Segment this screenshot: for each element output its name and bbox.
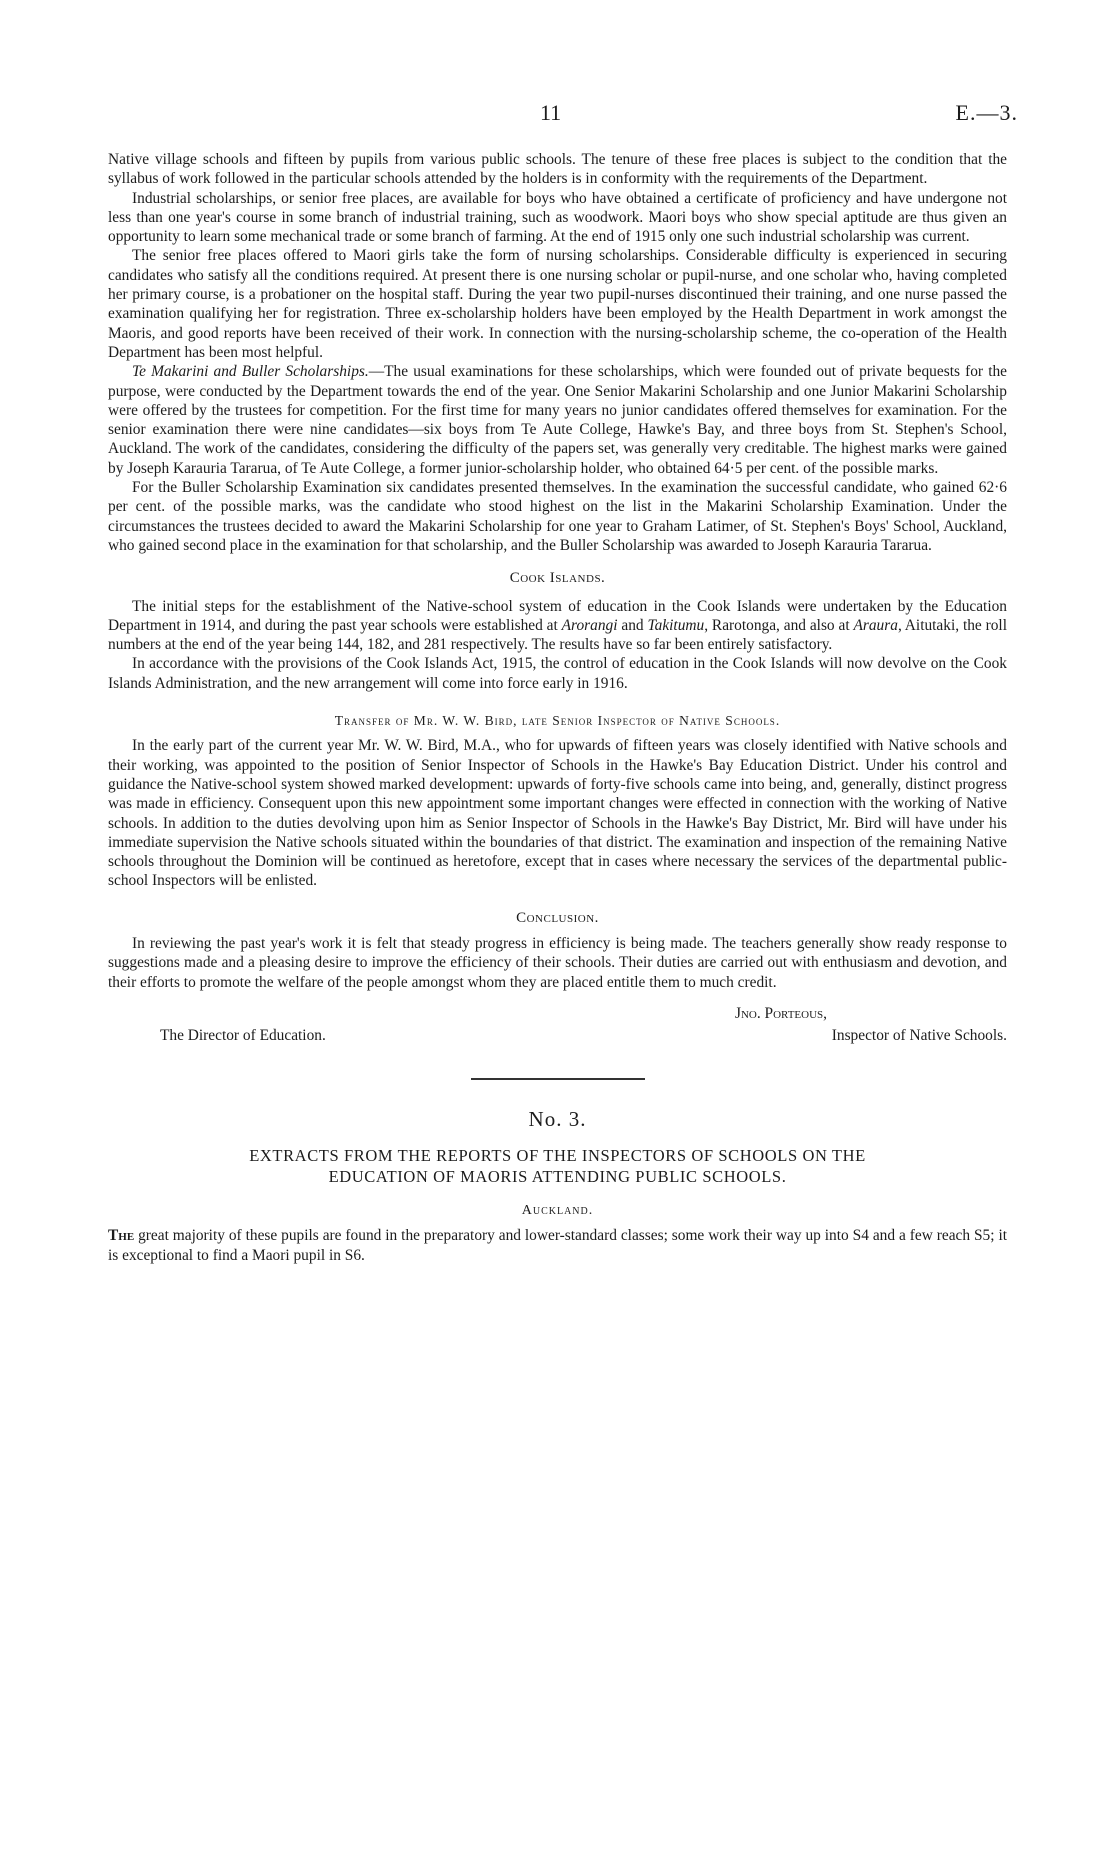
- extracts-title-line-1: EXTRACTS FROM THE REPORTS OF THE INSPECTORS OF SCHOOLS ON THE: [249, 1146, 866, 1166]
- document-reference: E.—3.: [955, 100, 1018, 125]
- lead-word: The: [108, 1227, 135, 1245]
- cook-text-c: , Rarotonga, and also at: [704, 616, 854, 634]
- paragraph-nursing-scholarships: The senior free places offered to Maori girls take the form of nursing scholarships. Considerable difficulty is experienced in securing candidates who satisfy all the conditions required. At present there is one nursing scholar or pupil-nurse, and one scholar who, having completed her primary course, is a probationer on the hospital staff. During the year two pupil-nurses discontinued their training, and one nurse passed the examination qualifying her for registration. Three ex-scholarship holders have been employed by the Health Department in work amongst the Maoris, and good reports have been received of their work. In connection with the nursing-scholarship scheme, the co-operation of the Health Department has been most helpful.: [108, 247, 1007, 361]
- paragraph-cook-islands-schools: [108, 597, 1007, 655]
- extracts-title-line-2: EDUCATION OF MAORIS ATTENDING PUBLIC SCHOOLS.: [328, 1167, 787, 1187]
- heading-cook-islands: Cook Islands.: [509, 570, 606, 587]
- paragraph-makarini-buller: [108, 362, 1007, 478]
- paragraph-conclusion: In reviewing the past year's work it is felt that steady progress in efficiency is being made. The teachers generally show ready response to suggestions made and a pleasing desire to improve the efficiency of their schools. Their duties are carried out with enthusiasm and devotion, and their efforts to promote the welfare of the people amongst whom they are placed entitle them to much credit.: [108, 934, 1007, 991]
- paragraph-industrial-scholarships: Industrial scholarships, or senior free places, are available for boys who have obtained a certificate of proficiency and have undergone not less than one year's course in some branch of industrial training, such as woodwork. Maori boys who show special aptitude are thus given an opportunity to learn some mechanical trade or some branch of farming. At the end of 1915 only one such industrial scholarship was current.: [108, 189, 1007, 246]
- extracts-title: [108, 1145, 1007, 1187]
- place-takitumu: Takitumu: [647, 616, 705, 634]
- makarini-buller-title: Te Makarini and Buller Scholarships.: [132, 363, 369, 381]
- cook-text-d: , Aitutaki, the roll numbers at the end of the year being 144, 182, and 281 respectively. The results have so far been entirely satisfactory.: [108, 616, 1007, 654]
- page-number: 11: [540, 100, 562, 125]
- heading-auckland: Auckland.: [521, 1203, 594, 1219]
- auckland-text: great majority of these pupils are found in the preparatory and lower-standard classes; some work their way up into S4 and a few reach S5; it is exceptional to find a Maori pupil in S6.: [108, 1227, 1007, 1264]
- heading-transfer-bird: Transfer of Mr. W. W. Bird, late Senior Inspector of Native Schools.: [334, 713, 781, 729]
- paragraph-cook-islands-act: In accordance with the provisions of the Cook Islands Act, 1915, the control of education in the Cook Islands will now devolve on the Cook Islands Administration, and the new arrangement will come into force early in 1916.: [108, 655, 1007, 692]
- makarini-buller-text: —The usual examinations for these scholarships, which were founded out of private bequests for the purpose, were conducted by the Department towards the end of the year. One Senior Makarini Scholarship and one Junior Makarini Scholarship were offered by the trustees for competition. For the first time for many years no junior candidates offered themselves for examination. For the senior examination there were nine candidates—six boys from Te Aute College, Hawke's Bay, and three boys from St. Stephen's School, Auckland. The work of the candidates, considering the difficulty of the papers set, was generally very creditable. The highest marks were gained by Joseph Karauria Tararua, of Te Aute College, a former junior-scholarship holder, who obtained 64·5 per cent. of the possible marks.: [108, 363, 1007, 477]
- document-body: [108, 150, 1007, 1265]
- addressee: The Director of Education.: [160, 1026, 326, 1044]
- cook-text-a: The initial steps for the establishment of the Native-school system of education in the Cook Islands were undertaken by the Education Department in 1914, and during the past year schools were established at: [108, 597, 1007, 634]
- paragraph-auckland: [108, 1226, 1007, 1265]
- section-divider: [471, 1078, 645, 1080]
- place-araura: Araura: [853, 616, 898, 634]
- page-header: [0, 100, 1114, 130]
- signatory-name: Jno. Porteous,: [734, 1004, 827, 1022]
- paragraph-free-places: Native village schools and fifteen by pupils from various public schools. The tenure of these free places is subject to the condition that the syllabus of work followed in the particular schools attended by the holders is in conformity with the requirements of the Department.: [108, 151, 1007, 188]
- signatory-title: Inspector of Native Schools.: [831, 1026, 1007, 1044]
- signature-block: [108, 1004, 1007, 1050]
- paragraph-transfer-bird: In the early part of the current year Mr. W. W. Bird, M.A., who for upwards of fifteen years was closely identified with Native schools and their working, was appointed to the position of Senior Inspector of Schools in the Hawke's Bay Education District. Under his control and guidance the Native-school system showed marked development: upwards of forty-five schools came into being, and, generally, distinct progress was made in efficiency. Consequent upon this new appointment some important changes were effected in connection with the working of Native schools. In addition to the duties devolving upon him as Senior Inspector of Schools in the Hawke's Bay District, Mr. Bird will have under his immediate supervision the Native schools situated within the boundaries of that district. The examination and inspection of the remaining Native schools throughout the Dominion will be continued as heretofore, except that in cases where necessary the services of the departmental public-school Inspectors will be enlisted.: [108, 737, 1007, 890]
- section-number: No. 3.: [528, 1106, 587, 1131]
- paragraph-buller-examination: For the Buller Scholarship Examination six candidates presented themselves. In the examination the successful candidate, who gained 62·6 per cent. of the possible marks, was the candidate who stood highest on the list in the Makarini Scholarship Examination. Under the circumstances the trustees decided to award the Makarini Scholarship for one year to Graham Latimer, of St. Stephen's Boys' School, Auckland, who gained second place in the examination for that scholarship, and the Buller Scholarship was awarded to Joseph Karauria Tararua.: [108, 479, 1007, 554]
- cook-text-b: and: [617, 616, 648, 634]
- heading-conclusion: Conclusion.: [516, 909, 599, 926]
- place-arorangi: Arorangi: [561, 616, 618, 634]
